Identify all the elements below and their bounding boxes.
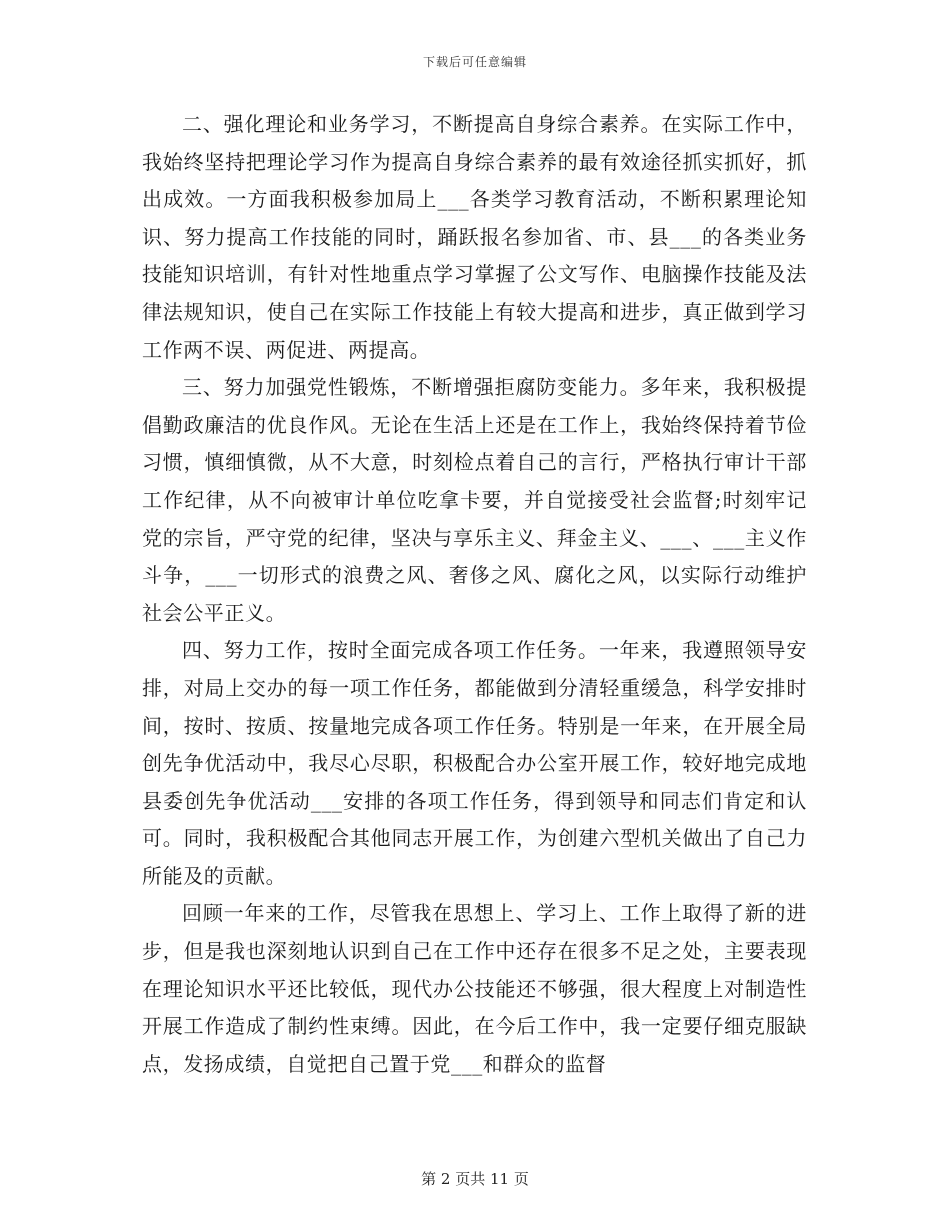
paragraph-integrity: 三、努力加强党性锻炼，不断增强拒腐防变能力。多年来，我积极提倡勤政廉洁的优良作风。无论在生活上还是在工作上，我始终保持着节俭习惯，慎细慎微，从不大意，时刻检点着自己的言行，严格执行审计干部工作纪律，从不向被审计单位吃拿卡要，并自觉接受社会监督;时刻牢记党的宗旨，严守党的纪律，坚决与享乐主义、拜金主义、___、___主义作斗争，___一切形式的浪费之风、奢侈之风、腐化之风，以实际行动维护社会公平正义。 bbox=[142, 375, 807, 625]
paragraph-review: 回顾一年来的工作，尽管我在思想上、学习上、工作上取得了新的进步，但是我也深刻地认识到自己在工作中还存在很多不足之处，主要表现在理论知识水平还比较低，现代办公技能还不够强，很大程度上对制造性开展工作造成了制约性束缚。因此，在今后工作中，我一定要仔细克服缺点，发扬成绩，自觉把自己置于党___和群众的监督 bbox=[142, 901, 807, 1076]
document-body bbox=[142, 106, 807, 1083]
paragraph-study: 二、强化理论和业务学习，不断提高自身综合素养。在实际工作中，我始终坚持把理论学习作为提高自身综合素养的最有效途径抓实抓好，抓出成效。一方面我积极参加局上___各类学习教育活动，不断积累理论知识、努力提高工作技能的同时，踊跃报名参加省、市、县___的各类业务技能知识培训，有针对性地重点学习掌握了公文写作、电脑操作技能及法律法规知识，使自己在实际工作技能上有较大提高和进步，真正做到学习工作两不误、两促进、两提高。 bbox=[142, 112, 807, 362]
paragraph-work-tasks: 四、努力工作，按时全面完成各项工作任务。一年来，我遵照领导安排，对局上交办的每一项工作任务，都能做到分清轻重缓急，科学安排时间，按时、按质、按量地完成各项工作任务。特别是一年来，在开展全局创先争优活动中，我尽心尽职，积极配合办公室开展工作，较好地完成地县委创先争优活动___安排的各项工作任务，得到领导和同志们肯定和认可。同时，我积极配合其他同志开展工作，为创建六型机关做出了自己力所能及的贡献。 bbox=[142, 638, 807, 888]
page-number: 第 2 页共 11 页 bbox=[421, 1170, 529, 1188]
page-header: 下载后可任意编辑 bbox=[422, 55, 527, 69]
